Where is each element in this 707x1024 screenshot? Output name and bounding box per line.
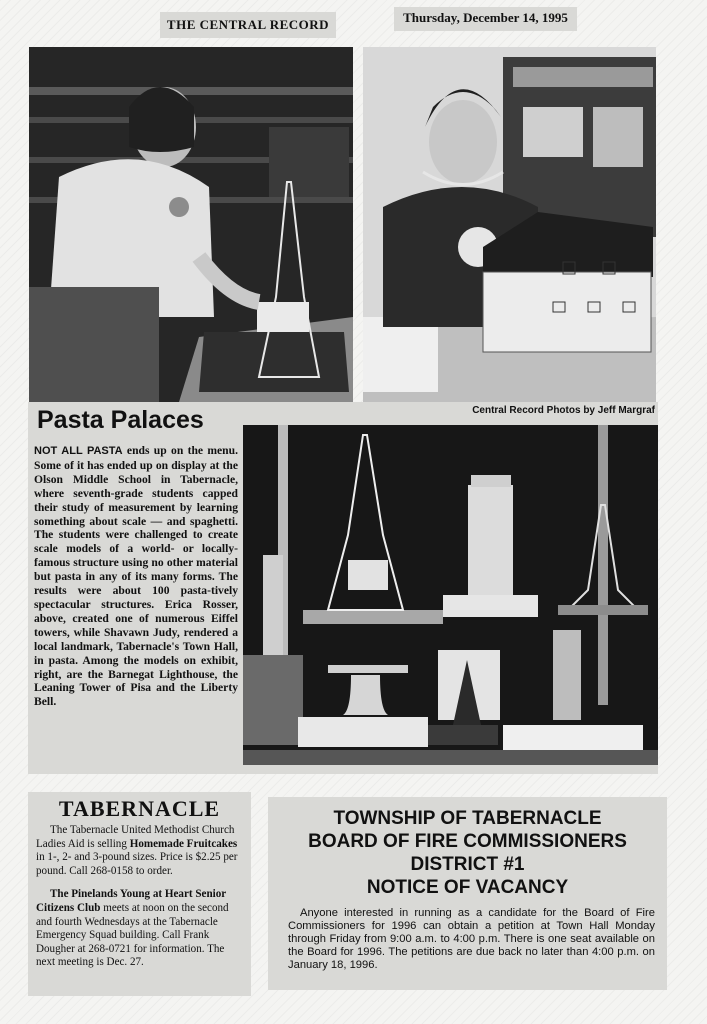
senior-club-name: The Pinelands Young at Heart Senior Citizens Club xyxy=(36,888,226,914)
tabernacle-news-column xyxy=(28,792,251,996)
senior-club-text: meets at noon on the second and fourth Wednesdays at the Tabernacle Emergency Squad building. Call Frank Dougher at 268-0721 for information. The next meeting is Dec. 27. xyxy=(36,901,229,969)
notice-title-board: BOARD OF FIRE COMMISSIONERS xyxy=(308,831,627,852)
notice-title-district: DISTRICT #1 xyxy=(410,854,525,875)
fruitcake-product: Homemade Fruitcakes xyxy=(129,837,238,850)
photo-credit: Central Record Photos by Jeff Margraf xyxy=(472,405,655,416)
fruitcake-notice xyxy=(36,824,243,878)
tabernacle-heading: TABERNACLE xyxy=(58,796,221,821)
notice-title-township: TOWNSHIP OF TABERNACLE xyxy=(333,808,602,829)
article-body xyxy=(34,444,238,709)
photo-student-eiffel-tower xyxy=(29,47,353,402)
notice-body: Anyone interested in running as a candidate for the Board of Fire Commissioners for 1996 can obtain a petition at Town Hall Monday through Friday from 9:00 a.m. to 4:00 p.m. There is one seat available on the Board for 1996. The petitions are due back no later than 4:00 p.m. on January 18, 1996. xyxy=(288,907,655,971)
fruitcake-text-b: in 1-, 2- and 3-pound sizes. Price is $2.25 per pound. Call 268-0158 to order. xyxy=(36,851,238,877)
photo-pasta-models-display xyxy=(243,425,658,765)
fruitcake-text-a: The Tabernacle United Methodist Church Ladies Aid is selling xyxy=(36,824,235,850)
photo-student-town-hall xyxy=(363,47,656,402)
article-body-text: ends up on the menu. Some of it has ended up on display at the Olson Middle School in Tabernacle, where seventh-grade students capped their study of measurement by learning something about scale — and spaghetti. The students were challenged to create scale models of a world- or locally-famous structure using no other material but pasta in any of its many forms. The results were about 100 pasta-tively spectacular structures. Erica Rosser, above, created one of numerous Eiffel towers, while Shavawn Judy, rendered a local landmark, Tabernacle's Town Hall, in pasta. Among the models on exhibit, right, are the Barnegat Lighthouse, the Leaning Tower of Pisa and the Liberty Bell. xyxy=(34,444,238,709)
publication-name: THE CENTRAL RECORD xyxy=(160,12,336,38)
senior-club-notice xyxy=(36,888,243,970)
article-lead-in: NOT ALL PASTA xyxy=(34,445,123,457)
fire-commissioners-notice xyxy=(268,797,667,990)
notice-title-vacancy: NOTICE OF VACANCY xyxy=(366,877,569,898)
publication-date: Thursday, December 14, 1995 xyxy=(394,7,577,31)
article-headline: Pasta Palaces xyxy=(37,406,204,434)
